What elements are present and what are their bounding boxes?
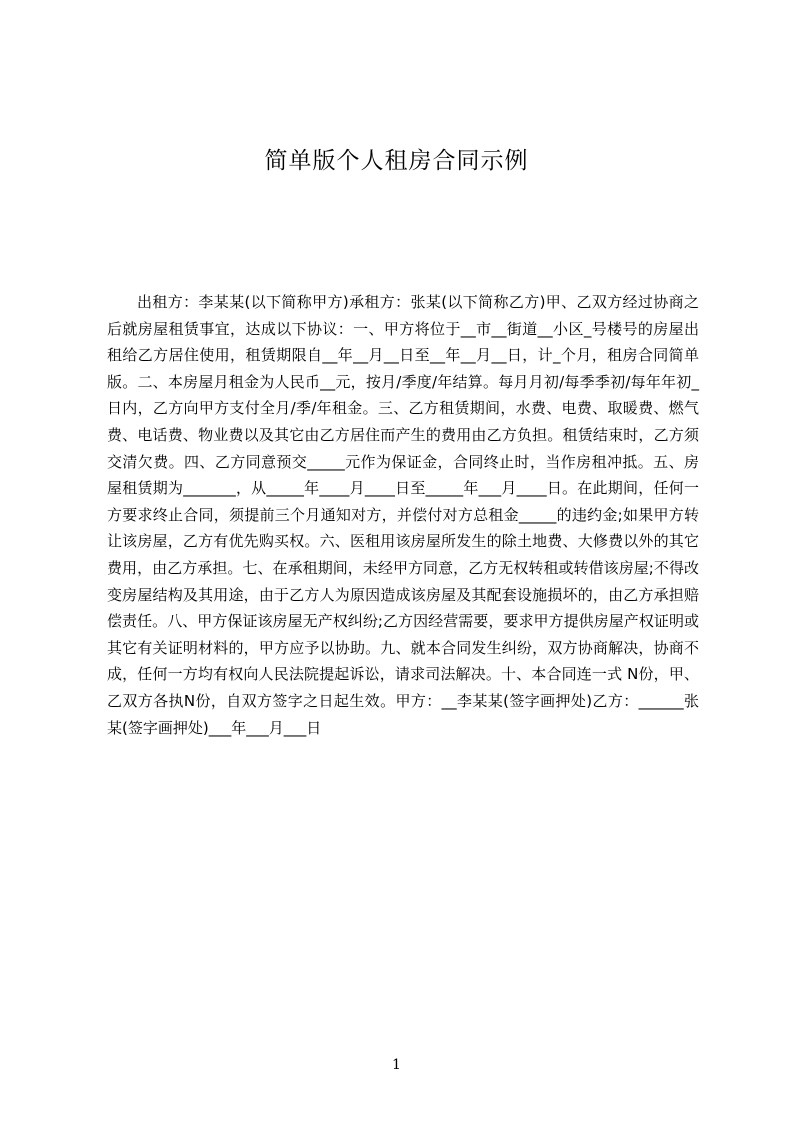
document-title: 简单版个人租房合同示例 [264,148,529,174]
contract-body-paragraph: 出租方：李某某(以下简称甲方)承租方：张某(以下简称乙方)甲、乙双方经过协商之后就房屋租赁事宜，达成以下协议：一、甲方将位于__市__街道__小区_号楼号的房屋出租给乙方居住使用，租赁期限自__年__月__日至__年__月__日，计_个月，租房合同简单版。二、本房屋月租金为人民币__元，按月/季度/年结算。每月月初/每季季初/每年年初_日内，乙方向甲方支付全月/季/年租金。三、乙方租赁期间，水费、电费、取暖费、燃气费、电话费、物业费以及其它由乙方居住而产生的费用由乙方负担。租赁结束时，乙方须交清欠费。四、乙方同意预交_____元作为保证金，合同终止时，当作房租冲抵。五、房屋租赁期为_______，从_____年____月____日至_____年___月____日。在此期间，任何一方要求终止合同，须提前三个月通知对方，并偿付对方总租金_____的违约金;如果甲方转让该房屋，乙方有优先购买权。六、医租用该房屋所发生的除土地费、大修费以外的其它费用，由乙方承担。七、在承租期间，未经甲方同意，乙方无权转租或转借该房屋;不得改变房屋结构及其用途，由于乙方人为原因造成该房屋及其配套设施损坏的，由乙方承担赔偿责任。八、甲方保证该房屋无产权纠纷;乙方因经营需要，要求甲方提供房屋产权证明或其它有关证明材料的，甲方应予以协助。九、就本合同发生纠纷，双方协商解决，协商不成，任何一方均有权向人民法院提起诉讼，请求司法解决。十、本合同连一式 N份，甲、乙双方各执N份，自双方签字之日起生效。甲方：__李某某(签字画押处)乙方：______张某(签字画押处)___年___月___日 [107,293,699,737]
page-number: 1 [392,1057,401,1073]
